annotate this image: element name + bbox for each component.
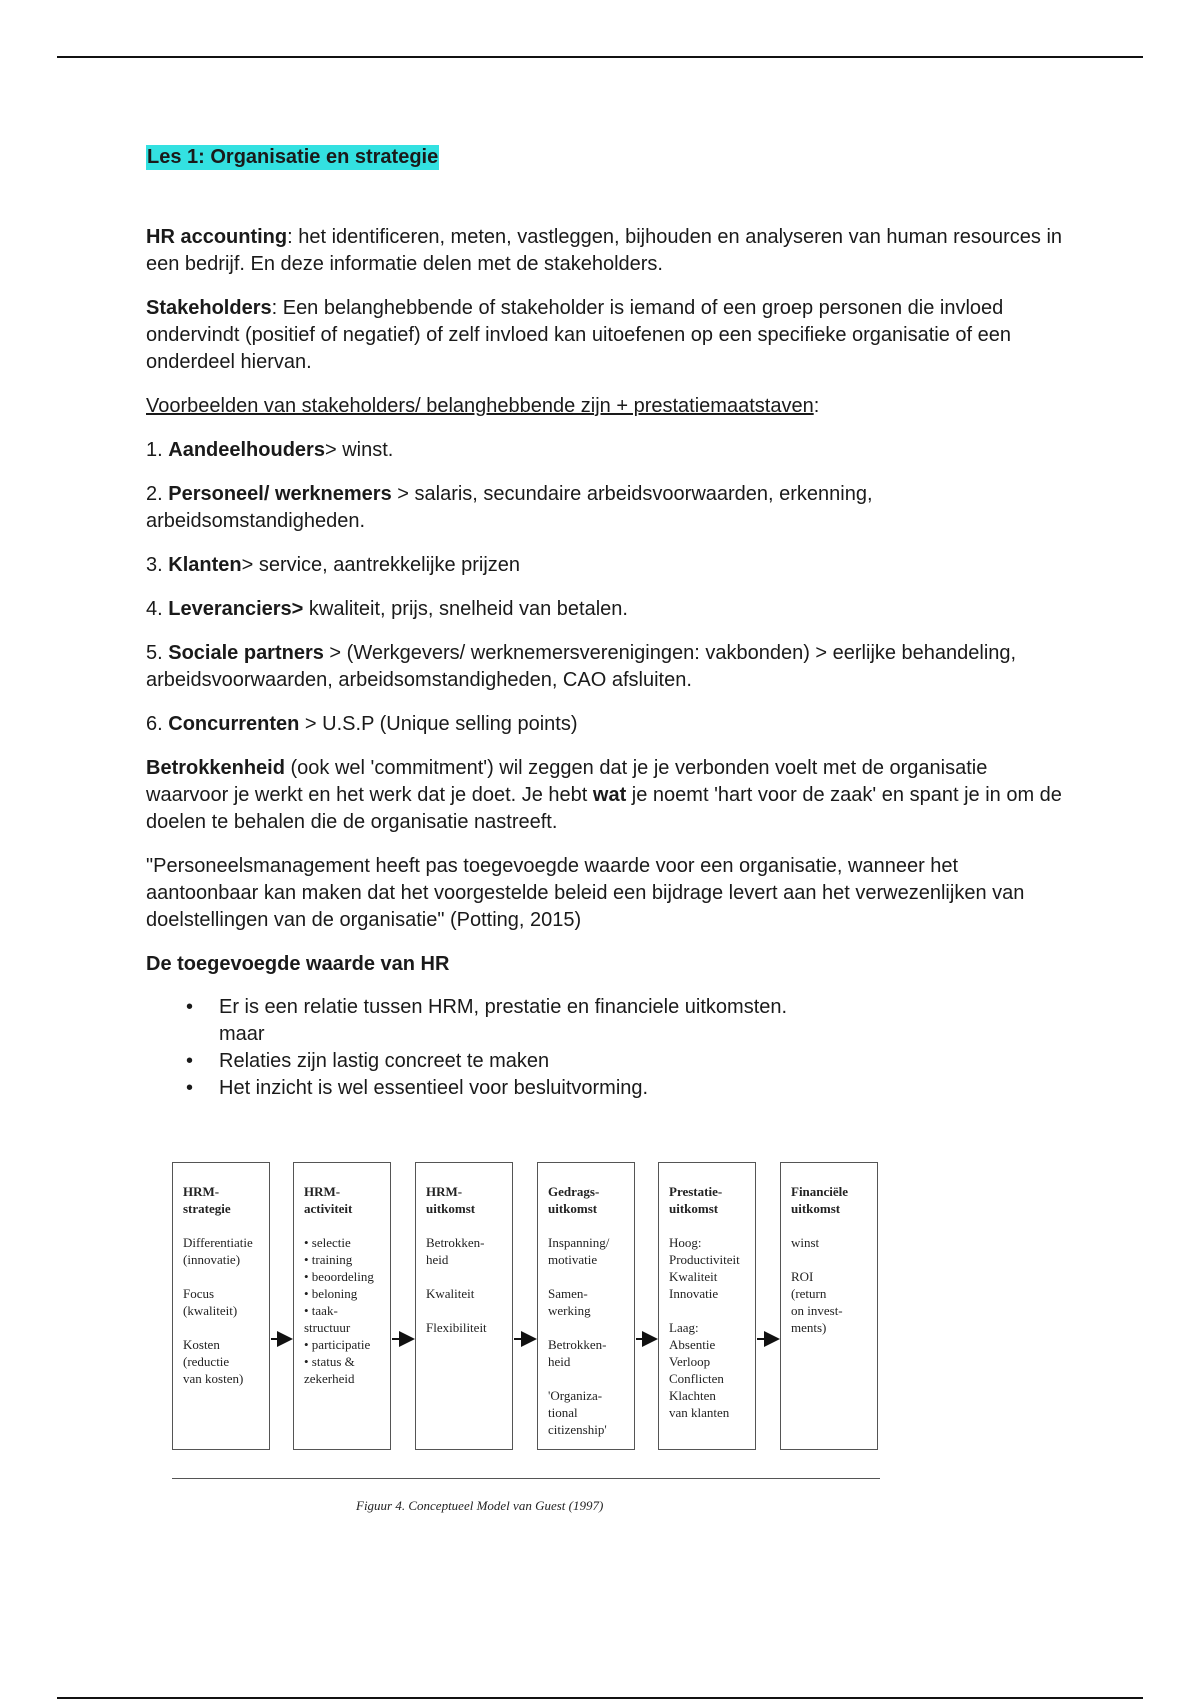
example-text: > salaris, secundaire arbeidsvoorwaarden, erkenning, arbeidsomstandigheden. <box>146 483 873 532</box>
example-number: 1. <box>146 439 169 461</box>
figure-box-title: HRM- activiteit <box>304 1184 353 1216</box>
example-term: Klanten <box>168 554 242 576</box>
betrokkenheid-text-a: (ook wel 'commitment') wil zeggen dat je je verbonden voelt met de organisatie waarvoor je werkt en het werk dat je doet. Je hebt <box>146 757 988 806</box>
hr-accounting-term: HR accounting <box>146 226 288 248</box>
figure-box-body: Hoog: Productiviteit Kwaliteit Innovatie Laag: Absentie Verloop Conflicten Klachten van klanten <box>669 1235 740 1420</box>
bullet-icon: • <box>186 1077 194 1099</box>
stakeholders-paragraph <box>146 295 1066 376</box>
list-item-text: Het inzicht is wel essentieel voor besluitvorming. <box>219 1077 649 1099</box>
examples-heading-text: Voorbeelden van stakeholders/ belanghebbende zijn + prestatiemaatstaven <box>146 395 814 417</box>
example-term: Concurrenten <box>168 713 300 735</box>
added-value-list <box>146 994 1066 1102</box>
figure-box-body: Betrokken- heid Kwaliteit Flexibiliteit <box>426 1235 487 1335</box>
example-item-4 <box>146 596 1066 623</box>
figure-rule <box>172 1478 880 1479</box>
footer-rule <box>57 1697 1143 1699</box>
figure-box-body: Differentiatie (innovatie) Focus (kwaliteit) Kosten (reductie van kosten) <box>183 1235 253 1386</box>
figure-arrows <box>160 1152 890 1482</box>
list-item <box>186 994 1066 1048</box>
stakeholders-term: Stakeholders <box>146 297 272 319</box>
added-value-heading: De toegevoegde waarde van HR <box>146 953 450 975</box>
hr-accounting-definition: : het identificeren, meten, vastleggen, bijhouden en analyseren van human resources in een bedrijf. En deze informatie delen met de stakeholders. <box>146 226 1063 275</box>
examples-heading-colon: : <box>813 395 820 417</box>
figure-box-title: Gedrags- uitkomst <box>548 1184 600 1216</box>
bullet-icon: • <box>186 996 194 1018</box>
figure-box-title: HRM- strategie <box>183 1184 231 1216</box>
figure-box-body: winst ROI (return on invest- ments) <box>791 1235 843 1335</box>
potting-quote: "Personeelsmanagement heeft pas toegevoegde waarde voor een organisatie, wanneer het aantoonbaar kan maken dat het voorgestelde beleid een bijdrage levert aan het verwezenlijken van doelstellingen van de organisatie" (Potting, 2015) <box>146 855 1025 931</box>
example-term: Personeel/ werknemers <box>168 483 392 505</box>
betrokkenheid-bold-word: wat <box>592 784 627 806</box>
guest-model-figure <box>160 1152 890 1522</box>
list-item <box>186 1075 1066 1102</box>
example-text: > winst. <box>324 439 394 461</box>
betrokkenheid-paragraph <box>146 755 1066 836</box>
list-item <box>186 1048 1066 1075</box>
examples-heading <box>146 393 1066 420</box>
stakeholders-definition: : Een belanghebbende of stakeholder is iemand of een groep personen die invloed ondervindt (positief of negatief) of zelf invloed kan uitoefenen op een specifieke organisatie of een onderdeel hiervan. <box>146 297 1012 373</box>
figure-box-title: Financiële uitkomst <box>791 1184 849 1216</box>
example-item-3 <box>146 552 1066 579</box>
example-item-1 <box>146 437 1066 464</box>
figure-caption: Figuur 4. Conceptueel Model van Guest (1997) <box>356 1498 604 1513</box>
list-item-text: Er is een relatie tussen HRM, prestatie en financiele uitkomsten. maar <box>219 996 788 1045</box>
example-term: Leveranciers> <box>168 598 304 620</box>
example-text: > (Werkgevers/ werknemersverenigingen: vakbonden) > eerlijke behandeling, arbeidsvoorwaarden, arbeidsomstandigheden, CAO afsluiten. <box>146 642 1017 691</box>
example-number: 2. <box>146 483 169 505</box>
example-number: 4. <box>146 598 169 620</box>
figure-box-title: Prestatie- uitkomst <box>669 1184 723 1216</box>
example-item-6 <box>146 711 1066 738</box>
bullet-icon: • <box>186 1050 194 1072</box>
example-text: > U.S.P (Unique selling points) <box>299 713 578 735</box>
list-item-text: Relaties zijn lastig concreet te maken <box>219 1050 550 1072</box>
document-body <box>146 144 1066 1102</box>
lesson-title: Les 1: Organisatie en strategie <box>147 146 439 168</box>
example-text: > service, aantrekkelijke prijzen <box>241 554 521 576</box>
example-number: 3. <box>146 554 169 576</box>
figure-box-title: HRM- uitkomst <box>426 1184 476 1216</box>
betrokkenheid-text-b: je noemt 'hart voor de zaak' en spant je in om de doelen te behalen die de organisatie nastreeft. <box>146 784 1062 833</box>
figure-box-body: • selectie • training • beoordeling • beloning • taak- structuur • participatie • status & zekerheid <box>304 1235 374 1386</box>
example-number: 5. <box>146 642 169 664</box>
example-term: Sociale partners <box>168 642 324 664</box>
betrokkenheid-term: Betrokkenheid <box>146 757 285 779</box>
hr-accounting-paragraph <box>146 224 1066 278</box>
example-item-2 <box>146 481 1066 535</box>
example-text: kwaliteit, prijs, snelheid van betalen. <box>303 598 628 620</box>
header-rule <box>57 56 1143 58</box>
figure-box-body: Inspanning/ motivatie Samen- werking Betrokken- heid 'Organiza- tional citizenship' <box>548 1235 610 1437</box>
example-term: Aandeelhouders <box>168 439 325 461</box>
example-number: 6. <box>146 713 169 735</box>
example-item-5 <box>146 640 1066 694</box>
